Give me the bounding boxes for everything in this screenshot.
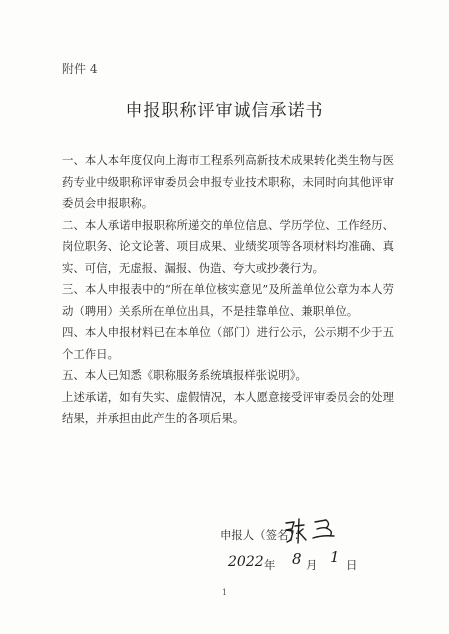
- date-day-char: 日: [346, 558, 358, 572]
- signing-date: [228, 548, 368, 578]
- paragraph-1: 一、本人本年度仅向上海市工程系列高新技术成果转化类生物与医药专业中级职称评审委员会申报专业技术职称，未同时向其他评审委员会申报职称。: [62, 153, 394, 210]
- document-title: 申报职称评审诚信承诺书: [125, 101, 324, 121]
- signer-label: 申报人（签名）：: [220, 528, 306, 542]
- attachment-label: 附件 4: [62, 62, 98, 76]
- date-month-char: 月: [306, 558, 318, 572]
- date-year: 2022: [228, 554, 264, 570]
- date-year-char: 年: [264, 558, 276, 572]
- paragraph-4: 四、本人申报材料已在本单位（部门）进行公示，公示期不少于五个工作日。: [62, 325, 394, 361]
- date-month: 8: [292, 550, 302, 568]
- page-number: 1: [221, 588, 228, 597]
- paragraph-6: 上述承诺，如有失实、虚假情况，本人愿意接受评审委员会的处理结果，并承担由此产生的各项后果。: [62, 389, 394, 425]
- handwritten-signature: [282, 514, 342, 548]
- commitment-body: [62, 150, 394, 430]
- paragraph-2: 二、本人承诺申报职称所递交的单位信息、学历学位、工作经历、岗位职务、论文论著、项目成果、业绩奖项等各项材料均准确、真实、可信，无虚报、漏报、伪造、夸大或抄袭行为。: [62, 217, 394, 275]
- paragraph-3: 三、本人申报表中的“所在单位核实意见”及所盖单位公章为本人劳动（聘用）关系所在单位出具，不是挂靠单位、兼职单位。: [62, 282, 394, 318]
- paragraph-5: 五、本人已知悉《职称服务系统填报样张说明》。: [62, 368, 307, 382]
- date-day: 1: [330, 548, 340, 566]
